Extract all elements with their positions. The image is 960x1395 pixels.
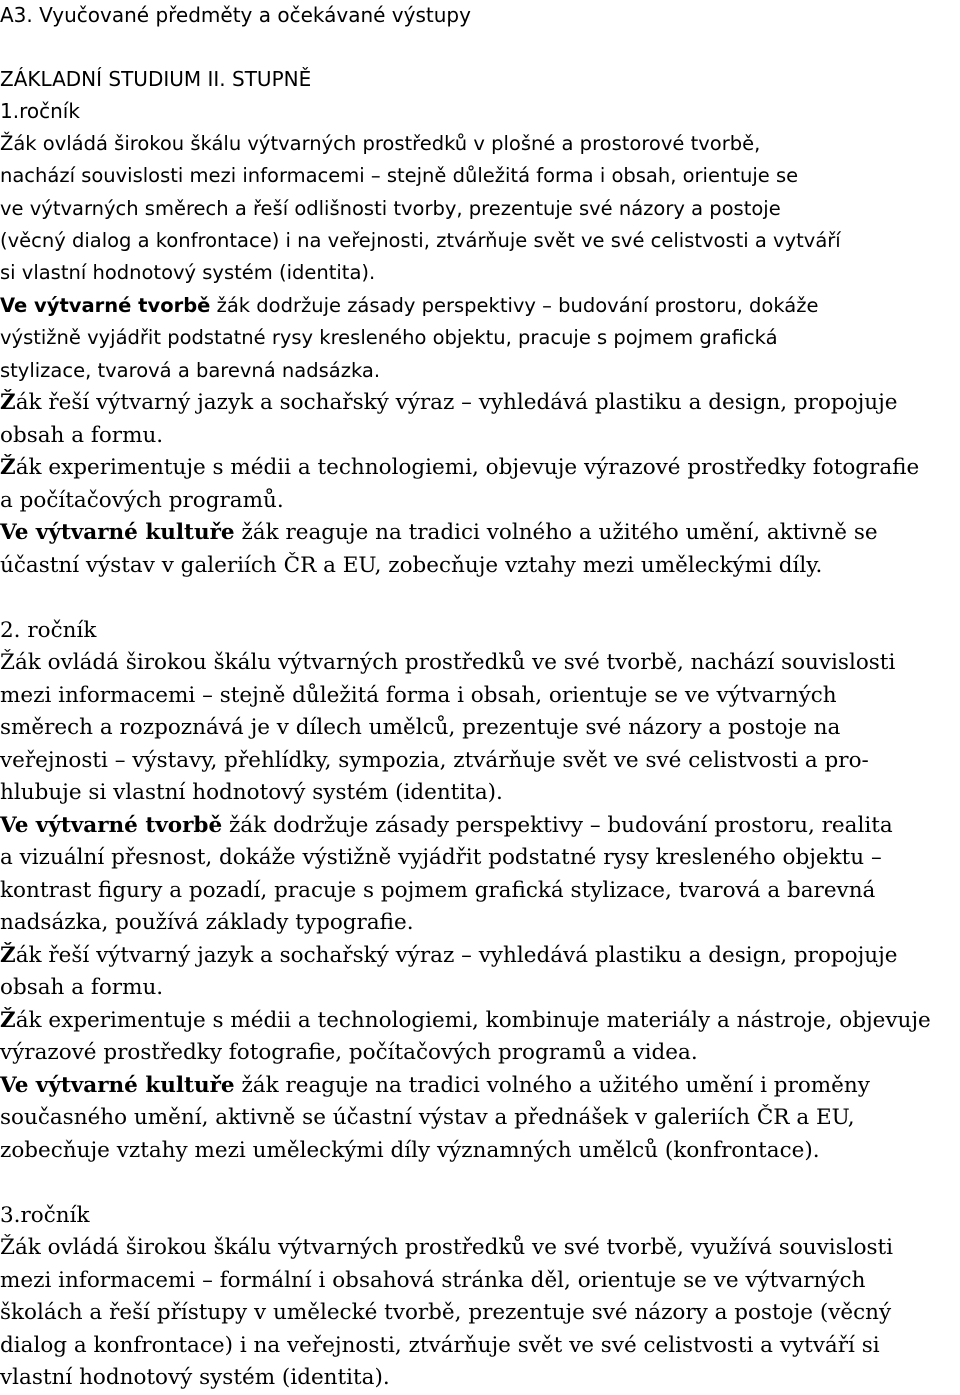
- bold-lead: Ž: [0, 1008, 16, 1033]
- bold-lead: Ve výtvarné tvorbě: [0, 294, 211, 317]
- text-line: [0, 517, 878, 549]
- bold-lead: Ž: [0, 390, 16, 415]
- text-line: zobecňuje vztahy mezi uměleckými díly významných umělců (konfrontace).: [0, 1138, 820, 1163]
- text-line: a vizuální přesnost, dokáže výstižně vyjádřit podstatné rysy kresleného objektu –: [0, 845, 882, 870]
- text-line: obsah a formu.: [0, 975, 164, 1000]
- text-line: si vlastní hodnotový systém (identita).: [0, 261, 376, 284]
- text-run: žák dodržuje zásady perspektivy – budování prostoru, realita: [222, 813, 893, 838]
- text-line: nachází souvislosti mezi informacemi – stejně důležitá forma i obsah, orientuje se: [0, 164, 799, 187]
- text-line: dialog a konfrontace) i na veřejnosti, ztvárňuje svět ve své celistvosti a vytváří si: [0, 1333, 880, 1358]
- text-run: žák reaguje na tradici volného a užitého umění, aktivně se: [234, 520, 878, 545]
- text-line: [0, 1005, 931, 1037]
- text-line: a počítačových programů.: [0, 488, 284, 513]
- year-heading: 1.ročník: [0, 99, 80, 123]
- text-run: žák reaguje na tradici volného a užitého umění i proměny: [234, 1073, 870, 1098]
- text-line: [0, 810, 893, 842]
- text-line: mezi informacemi – formální i obsahová stránka děl, orientuje se ve výtvarných: [0, 1268, 866, 1293]
- text-line: Žák ovládá širokou škálu výtvarných prostředků ve své tvorbě, využívá souvislosti: [0, 1235, 894, 1260]
- text-line: výstižně vyjádřit podstatné rysy kresleného objektu, pracuje s pojmem grafická: [0, 326, 778, 349]
- text-run: ák řeší výtvarný jazyk a sochařský výraz – vyhledává plastiku a design, propojuje: [15, 390, 898, 415]
- text-line: nadsázka, používá základy typografie.: [0, 910, 414, 935]
- bold-lead: Ve výtvarné tvorbě: [0, 813, 223, 838]
- text-line: účastní výstav v galeriích ČR a EU, zobecňuje vztahy mezi uměleckými díly.: [0, 553, 823, 578]
- year-heading: 3.ročník: [0, 1203, 90, 1228]
- section-heading: A3. Vyučované předměty a očekávané výstupy: [0, 3, 471, 27]
- text-line: veřejnosti – výstavy, přehlídky, sympozia, ztvárňuje svět ve své celistvosti a pro-: [0, 748, 869, 773]
- bold-lead: Ve výtvarné kultuře: [0, 520, 235, 545]
- text-line: (věcný dialog a konfrontace) i na veřejnosti, ztvárňuje svět ve své celistvosti a vytváří: [0, 229, 841, 252]
- text-line: [0, 387, 898, 419]
- text-line: směrech a rozpoznává je v dílech umělců, prezentuje své názory a postoje na: [0, 715, 841, 740]
- bold-lead: Ve výtvarné kultuře: [0, 1073, 235, 1098]
- text-line: obsah a formu.: [0, 423, 164, 448]
- text-line: školách a řeší přístupy v umělecké tvorbě, prezentuje své názory a postoje (věcný: [0, 1300, 892, 1325]
- text-run: žák dodržuje zásady perspektivy – budování prostoru, dokáže: [210, 294, 819, 317]
- text-line: [0, 940, 898, 972]
- year-heading: 2. ročník: [0, 618, 97, 643]
- text-line: Žák ovládá širokou škálu výtvarných prostředků v plošné a prostorové tvorbě,: [0, 132, 761, 155]
- text-line: [0, 1070, 870, 1102]
- text-line: hlubuje si vlastní hodnotový systém (identita).: [0, 780, 503, 805]
- text-line: [0, 290, 818, 322]
- text-line: [0, 452, 919, 484]
- text-line: kontrast figury a pozadí, pracuje s pojmem grafická stylizace, tvarová a barevná: [0, 878, 876, 903]
- text-line: současného umění, aktivně se účastní výstav a přednášek v galeriích ČR a EU,: [0, 1105, 855, 1130]
- text-line: mezi informacemi – stejně důležitá forma i obsah, orientuje se ve výtvarných: [0, 683, 837, 708]
- text-run: ák experimentuje s médii a technologiemi, kombinuje materiály a nástroje, objevuje: [15, 1008, 931, 1033]
- text-run: ák experimentuje s médii a technologiemi, objevuje výrazové prostředky fotografie: [15, 455, 920, 480]
- study-heading: ZÁKLADNÍ STUDIUM II. STUPNĚ: [0, 67, 312, 91]
- text-line: výrazové prostředky fotografie, počítačových programů a videa.: [0, 1040, 698, 1065]
- text-run: ák řeší výtvarný jazyk a sochařský výraz – vyhledává plastiku a design, propojuje: [15, 943, 898, 968]
- text-line: Žák ovládá širokou škálu výtvarných prostředků ve své tvorbě, nachází souvislosti: [0, 650, 896, 675]
- text-line: ve výtvarných směrech a řeší odlišnosti tvorby, prezentuje své názory a postoje: [0, 197, 781, 220]
- text-line: vlastní hodnotový systém (identita).: [0, 1365, 390, 1390]
- text-line: stylizace, tvarová a barevná nadsázka.: [0, 359, 381, 382]
- bold-lead: Ž: [0, 455, 16, 480]
- bold-lead: Ž: [0, 943, 16, 968]
